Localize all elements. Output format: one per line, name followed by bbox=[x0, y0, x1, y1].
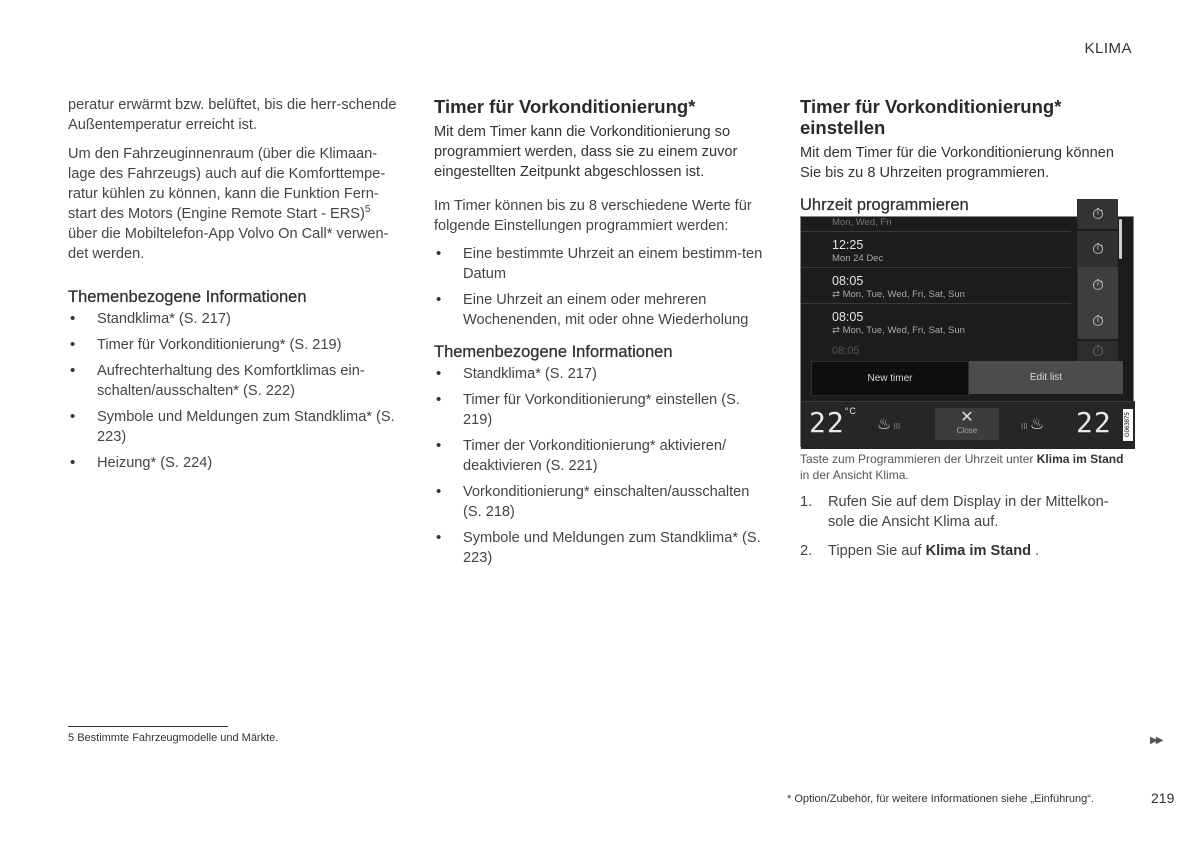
repeat-icon: ⇄ bbox=[832, 325, 840, 336]
list-item: • Eine Uhrzeit an einem oder mehreren Wochenenden, mit oder ohne Wiederholung bbox=[434, 290, 769, 330]
step-item: 2. Tippen Sie auf Klima im Stand . bbox=[800, 543, 1040, 559]
intro-paragraph: Mit dem Timer kann die Vorkonditionierung so programmiert werden, dass sie zu einem zuvor eingestellten Zeitpunkt abgeschlossen ist. bbox=[434, 124, 738, 180]
seat-heat-left-icon[interactable]: ♨ III bbox=[877, 416, 901, 433]
section-heading: Timer für Vorkonditionierung* einstellen bbox=[800, 96, 1062, 138]
timer-toggle[interactable] bbox=[1077, 231, 1118, 267]
continue-arrow-icon: ▶▶ bbox=[1150, 735, 1162, 746]
timer-days: ⇄ Mon, Tue, Wed, Fri, Sat, Sun bbox=[832, 289, 965, 300]
timer-row[interactable] bbox=[801, 303, 1071, 340]
partial-row-time: 08:05 bbox=[832, 345, 860, 357]
paragraph: peratur erwärmt bzw. belüftet, bis die herr-schende Außentemperatur erreicht ist. bbox=[68, 97, 397, 133]
section-title: KLIMA bbox=[1084, 40, 1132, 57]
related-heading: Themenbezogene Informationen bbox=[434, 343, 673, 361]
column-2 bbox=[434, 96, 769, 574]
temp-unit: °C bbox=[844, 406, 857, 416]
related-list bbox=[434, 364, 769, 568]
scrollbar[interactable] bbox=[1119, 219, 1122, 259]
related-heading: Themenbezogene Informationen bbox=[68, 288, 307, 306]
column-1 bbox=[68, 95, 403, 479]
step-item: 1. Rufen Sie auf dem Display in der Mittelkon-sole die Ansicht Klima auf. bbox=[800, 494, 1109, 530]
timer-icon: ⏱ bbox=[1092, 312, 1104, 330]
related-link[interactable]: • Heizung* (S. 224) bbox=[68, 453, 403, 473]
footnote: 5 Bestimmte Fahrzeugmodelle und Märkte. bbox=[68, 732, 279, 744]
paragraph: Im Timer können bis zu 8 verschiedene Werte für folgende Einstellungen programmiert werden: bbox=[434, 198, 752, 234]
page-number: 219 bbox=[1151, 790, 1175, 806]
timer-toggle[interactable] bbox=[1077, 267, 1118, 303]
image-code: G063875 bbox=[1123, 409, 1133, 441]
option-list bbox=[434, 244, 769, 330]
column-3 bbox=[800, 96, 1135, 215]
timer-time: 12:25 bbox=[832, 238, 864, 252]
seat-heat-right-icon[interactable]: III ♨ bbox=[1021, 416, 1045, 433]
section-heading: Timer für Vorkonditionierung* bbox=[434, 96, 696, 117]
footnote-divider bbox=[68, 726, 228, 727]
close-icon: ✕ bbox=[960, 409, 974, 426]
edit-list-button[interactable]: Edit list bbox=[969, 361, 1123, 394]
timer-time: 08:05 bbox=[832, 310, 864, 324]
partial-row-sub: Mon, Wed, Fri bbox=[832, 217, 892, 228]
related-link[interactable]: • Aufrechterhaltung des Komfortklimas ein-schalten/ausschalten* (S. 222) bbox=[68, 361, 403, 401]
timer-row[interactable] bbox=[801, 267, 1071, 304]
timer-date: Mon 24 Dec bbox=[832, 253, 884, 264]
figure-caption: Taste zum Programmieren der Uhrzeit unter Klima im Stand in der Ansicht Klima. bbox=[800, 452, 1124, 482]
intro-paragraph: Mit dem Timer für die Vorkonditionierung können Sie bis zu 8 Uhrzeiten programmieren. bbox=[800, 145, 1114, 181]
footnote-ref[interactable]: 5 bbox=[364, 204, 371, 216]
timer-toggle[interactable] bbox=[1077, 341, 1118, 361]
related-link[interactable]: • Vorkonditionierung* einschalten/ausschalten (S. 218) bbox=[434, 482, 769, 522]
timer-toggle[interactable] bbox=[1077, 199, 1118, 229]
timer-row[interactable] bbox=[801, 231, 1071, 268]
related-link[interactable]: • Timer für Vorkonditionierung* (S. 219) bbox=[68, 335, 403, 355]
related-link[interactable]: • Timer der Vorkonditionierung* aktivieren/ deaktivieren (S. 221) bbox=[434, 436, 769, 476]
timer-toggle[interactable] bbox=[1077, 303, 1118, 339]
footer-note: * Option/Zubehör, für weitere Informationen siehe „Einführung“. bbox=[787, 793, 1094, 805]
timer-icon: ⏱ bbox=[1092, 240, 1104, 258]
steps bbox=[800, 492, 1130, 570]
paragraph: Um den Fahrzeuginnenraum (über die Klimaan-lage des Fahrzeugs) auch auf die Komforttempe-ratur kühlen zu können, kann die Funktion Fern-start des Motors (Engine Remote Start - ERS)$^5$ über die Mobiltelefon-App Volvo On Call* verwen-det werden. bbox=[68, 146, 389, 262]
step-list bbox=[800, 492, 1130, 561]
timer-days: ⇄ Mon, Tue, Wed, Fri, Sat, Sun bbox=[832, 325, 965, 336]
related-link[interactable]: • Symbole und Meldungen zum Standklima* (S. 223) bbox=[434, 528, 769, 568]
timer-icon: ⏱ bbox=[1092, 205, 1104, 223]
related-link[interactable]: • Standklima* (S. 217) bbox=[434, 364, 769, 384]
repeat-icon: ⇄ bbox=[832, 289, 840, 300]
related-list bbox=[68, 309, 403, 473]
temp-right[interactable]: 22 bbox=[1076, 406, 1112, 439]
related-link[interactable]: • Symbole und Meldungen zum Standklima* (S. 223) bbox=[68, 407, 403, 447]
timer-icon: ⏱ bbox=[1092, 276, 1104, 294]
subheading: Uhrzeit programmieren bbox=[800, 196, 969, 214]
list-item: • Eine bestimmte Uhrzeit an einem bestimm-ten Datum bbox=[434, 244, 769, 284]
new-timer-button[interactable]: New timer bbox=[811, 361, 969, 396]
related-link[interactable]: • Timer für Vorkonditionierung* einstellen (S. 219) bbox=[434, 390, 769, 430]
timer-time: 08:05 bbox=[832, 274, 864, 288]
close-label: Close bbox=[956, 426, 978, 435]
climate-bar bbox=[801, 401, 1135, 449]
close-button[interactable] bbox=[935, 408, 999, 440]
temp-left[interactable]: $22^{^\circ C}$ bbox=[809, 406, 857, 439]
timer-icon: ⏱ bbox=[1092, 342, 1104, 360]
related-link[interactable]: • Standklima* (S. 217) bbox=[68, 309, 403, 329]
